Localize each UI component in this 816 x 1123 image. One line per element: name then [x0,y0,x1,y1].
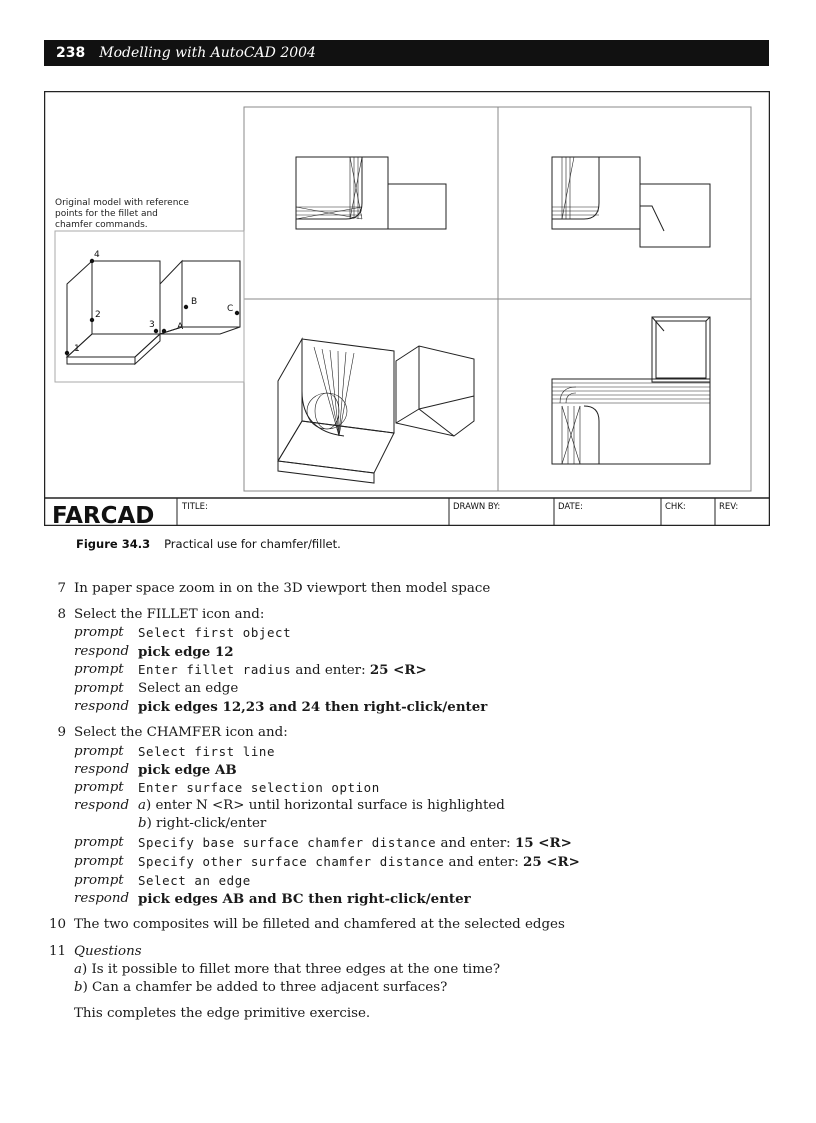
step-7 [48,580,768,598]
annotation-line-3: chamfer commands. [55,220,148,230]
figure-caption [76,537,341,551]
title-label: TITLE: [182,502,208,512]
step-number: 10 [48,917,66,933]
farcad-logo: FARCAD [52,503,155,526]
running-header [44,40,769,66]
questions-heading: Questions [74,943,142,959]
step-11 [48,943,768,1024]
step-text: In paper space zoom in on the 3D viewport then model space [74,581,491,596]
closing-text: This completes the edge primitive exercise. [74,1006,371,1022]
point-label-4: 4 [94,250,100,260]
question-a: a) Is it possible to fillet more that three edges at the one time? [74,961,500,977]
figure-number: Figure 34.3 [76,537,151,551]
step-intro: Select the FILLET icon and: [74,607,265,623]
step-text: The two composites will be filleted and chamfered at the selected edges [74,917,565,933]
step-9: 9 Select the CHAMFER icon and: prompt Select first line respond pick edge AB prompt Enter surface selection option respond a) enter N <R> until horizontal surface is highlighted b) right-click/enter prompt Specify base surface chamfer distance and enter: 15 <R> prompt Specify other surface chamfer distance and enter: 25 <R> prompt Select an edge respond pick edges AB and BC then right-click/enter [48,724,768,908]
date-label: DATE: [558,502,583,512]
step-10 [48,916,768,934]
instruction-steps [48,580,768,1031]
point-label-c: C [227,304,234,314]
viewport-top-view-chamfer [552,157,710,247]
point-label-1: 1 [74,344,80,354]
step-number: 8 [57,607,66,623]
point-label-a: A [177,322,184,332]
step-number: 7 [57,581,66,596]
question-b: b) Can a chamfer be added to three adjacent surfaces? [74,980,448,996]
step-number: 11 [48,943,66,959]
step-number: 9 [57,725,66,741]
point-label-b: B [191,297,198,307]
viewport-top-view-fillet [296,157,446,229]
annotation-line-2: points for the fillet and [55,209,158,219]
original-model [67,261,240,364]
page-number: 238 [56,45,86,61]
step-8: 8 Select the FILLET icon and: prompt Select first object respond pick edge 12 prompt Enter fillet radius and enter: 25 <R> prompt Select an edge respond pick edges 12,23 and 24 then right-click/enter [48,606,768,716]
book-title: Modelling with AutoCAD 2004 [99,45,316,61]
point-label-2: 2 [95,310,101,320]
caption-text: Practical use for chamfer/fillet. [164,537,341,551]
point-label-3: 3 [149,320,155,330]
cad-drawing-figure [44,91,770,526]
annotation-line-1: Original model with reference [55,198,189,208]
step-intro: Select the CHAMFER icon and: [74,725,288,741]
chk-label: CHK: [665,502,686,512]
rev-label: REV: [719,502,739,512]
viewport-3d-view [278,339,474,483]
drawn-by-label: DRAWN BY: [453,502,501,512]
drawing-border [45,92,770,526]
original-model-frame [55,231,244,382]
viewport-side-view [552,317,710,464]
